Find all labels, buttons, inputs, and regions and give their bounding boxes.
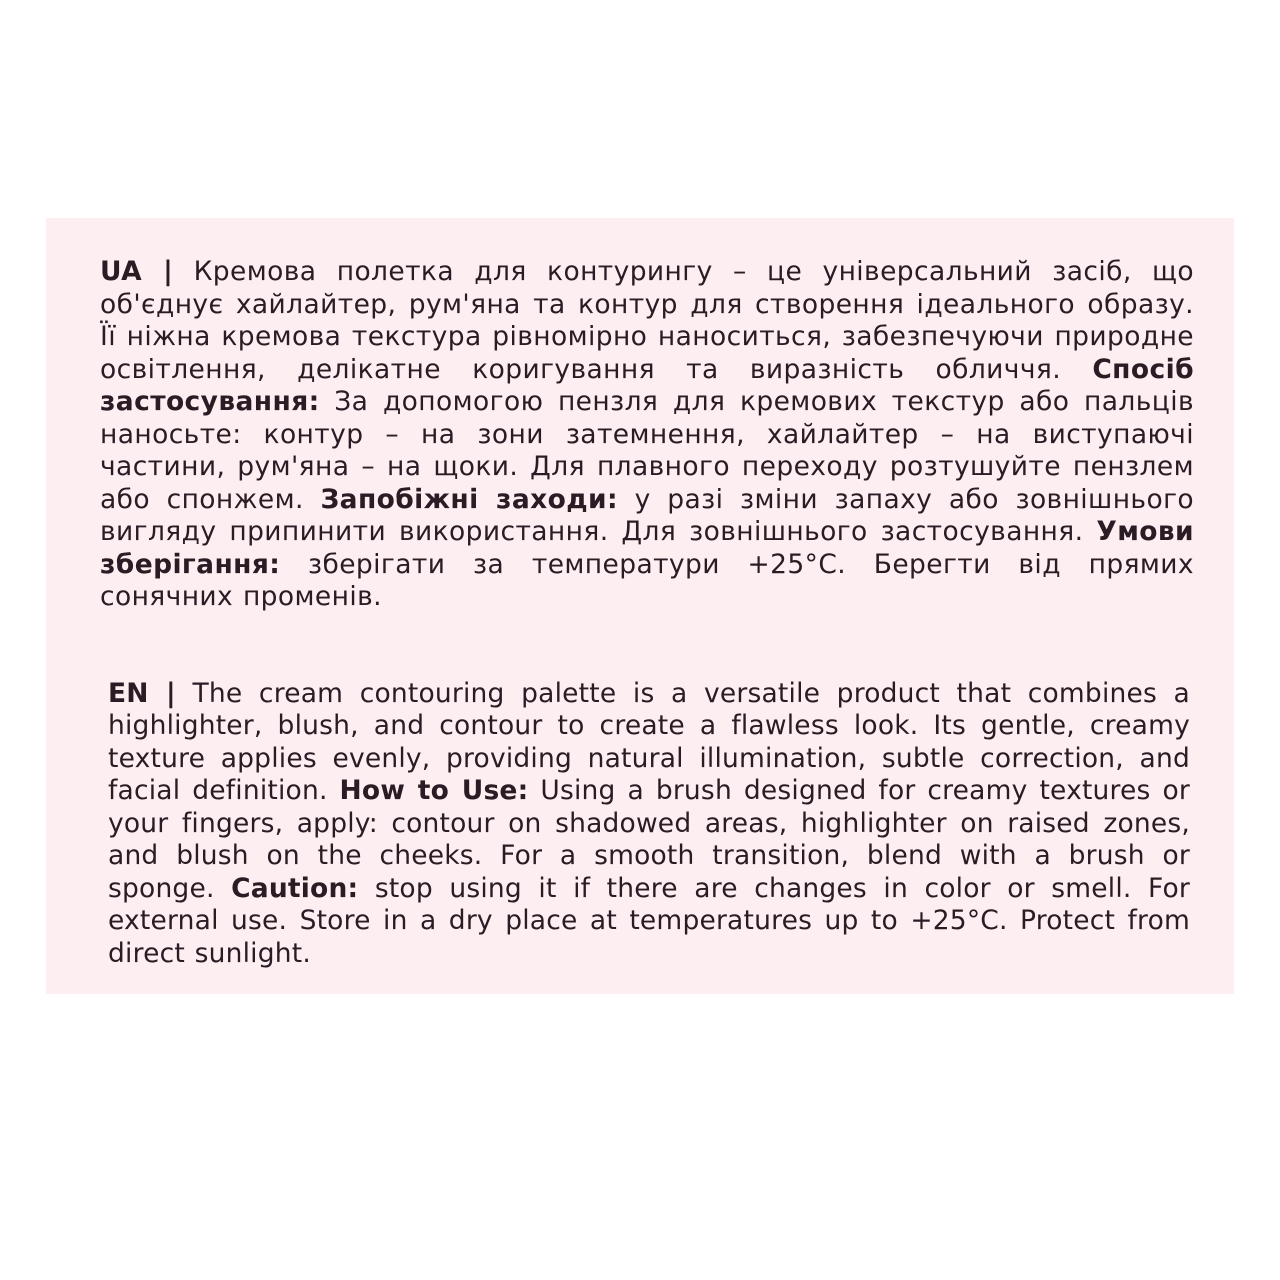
en-description	[100, 678, 1194, 971]
ua-precautions-heading: Запобіжні заходи:	[320, 483, 618, 515]
en-usage-heading: How to Use:	[339, 775, 529, 806]
ua-usage-heading: Спосіб застосування:	[100, 353, 1194, 417]
en-caution-heading: Caution:	[231, 872, 359, 904]
ua-language-tag: UA |	[100, 256, 174, 287]
en-usage-text: Using a brush designed for creamy textures or your fingers, apply: contour on shadowed areas, highlighter on raised zones, and blush on the cheeks. For a smooth transition, blend with a brush or sponge.	[108, 775, 1190, 904]
en-caution-text: stop using it if there are changes in color or smell. For external use. Store in a dry place at temperatures up to +25°C. Protect from direct sunlight.	[108, 872, 1191, 969]
ua-storage-heading: Умови зберігання:	[100, 516, 1194, 580]
ua-intro-text: Кремова полетка для контурингу – це універсальний засіб, що об'єднує хайлайтер, рум'яна та контур для створення ідеального образу. Її ніжна кремова текстура рівномірно наноситься, забезпечуючи природне освітлення, делікатне коригування та виразність обличчя.	[100, 256, 1195, 385]
label-panel	[46, 218, 1234, 994]
ua-precautions-text: у разі зміни запаху або зовнішнього вигляду припинити використання. Для зовнішнього застосування.	[100, 483, 1194, 547]
ua-usage-text: За допомогою пензля для кремових текстур або пальців наносьте: контур – на зони затемнення, хайлайтер – на виступаючі частини, рум'яна – на щоки. Для плавного переходу розтушуйте пензлем або спонжем.	[100, 386, 1194, 515]
en-language-tag: EN |	[108, 677, 176, 709]
ua-storage-text: зберігати за температури +25°C. Берегти від прямих сонячних променів.	[100, 548, 1195, 612]
ua-description	[100, 256, 1194, 614]
en-intro-text: The cream contouring palette is a versatile product that combines a highlighter, blush, and contour to create a flawless look. Its gentle, creamy texture applies evenly, providing natural illumination, subtle correction, and facial definition.	[108, 677, 1190, 806]
